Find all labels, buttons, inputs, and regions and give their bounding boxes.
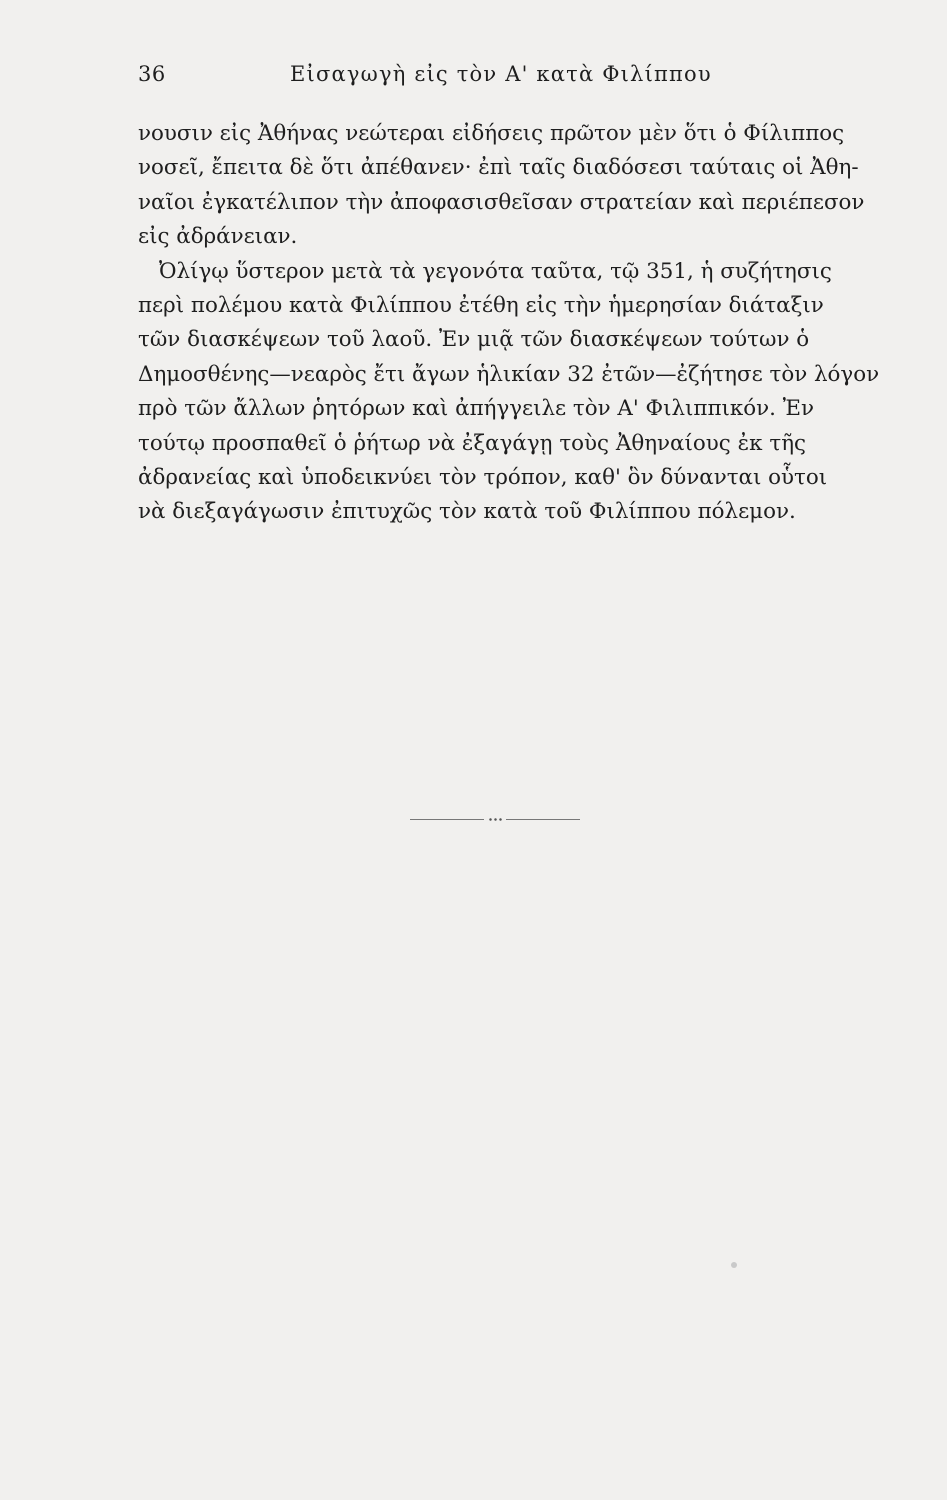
text-line: εἰς ἀδράνειαν.	[138, 224, 298, 250]
text-line: Δημοσθένης—νεαρὸς ἔτι ἄγων ἡλικίαν 32 ἐτῶν—ἐζήτησε τὸν λόγον	[138, 361, 880, 387]
paper-speck	[731, 1262, 737, 1268]
text-line: πρὸ τῶν ἄλλων ῥητόρων καὶ ἀπήγγειλε τὸν Α' Φιλιππικόν. Ἐν	[138, 396, 815, 422]
body-text	[138, 117, 880, 530]
text-line: τούτῳ προσπαθεῖ ὁ ῥήτωρ νὰ ἐξαγάγῃ τοὺς Ἀθηναίους ἐκ τῆς	[138, 430, 806, 456]
section-end-ornament	[410, 818, 580, 822]
page-number: 36	[138, 62, 166, 86]
paragraph-start-line: Ὀλίγῳ ὕστερον μετὰ τὰ γεγονότα ταῦτα, τῷ 351, ἡ συζήτησις	[159, 258, 832, 284]
text-line: νοσεῖ, ἔπειτα δὲ ὅτι ἀπέθανεν· ἐπὶ ταῖς διαδόσεσι ταύταις οἱ Ἀθη-	[138, 155, 859, 181]
ornament-rule-right	[506, 819, 580, 820]
text-line: περὶ πολέμου κατὰ Φιλίππου ἐτέθη εἰς τὴν ἡμερησίαν διάταξιν	[138, 293, 824, 319]
running-title: Εἰσαγωγὴ εἰς τὸν Α' κατὰ Φιλίππου	[290, 62, 712, 86]
ornament-rule-left	[410, 819, 484, 820]
text-line: νὰ διεξαγάγωσιν ἐπιτυχῶς τὸν κατὰ τοῦ Φιλίππου πόλεμον.	[138, 499, 796, 525]
text-line: τῶν διασκέψεων τοῦ λαοῦ. Ἐν μιᾷ τῶν διασκέψεων τούτων ὁ	[138, 327, 810, 353]
text-line: ναῖοι ἐγκατέλιπον τὴν ἀποφασισθεῖσαν στρατείαν καὶ περιέπεσον	[138, 189, 865, 215]
ornament-dots	[488, 818, 502, 821]
text-line: ἀδρανείας καὶ ὑποδεικνύει τὸν τρόπον, καθ' ὃν δύνανται οὗτοι	[138, 465, 828, 491]
text-line: νουσιν εἰς Ἀθήνας νεώτεραι εἰδήσεις πρῶτον μὲν ὅτι ὁ Φίλιππος	[138, 121, 845, 146]
